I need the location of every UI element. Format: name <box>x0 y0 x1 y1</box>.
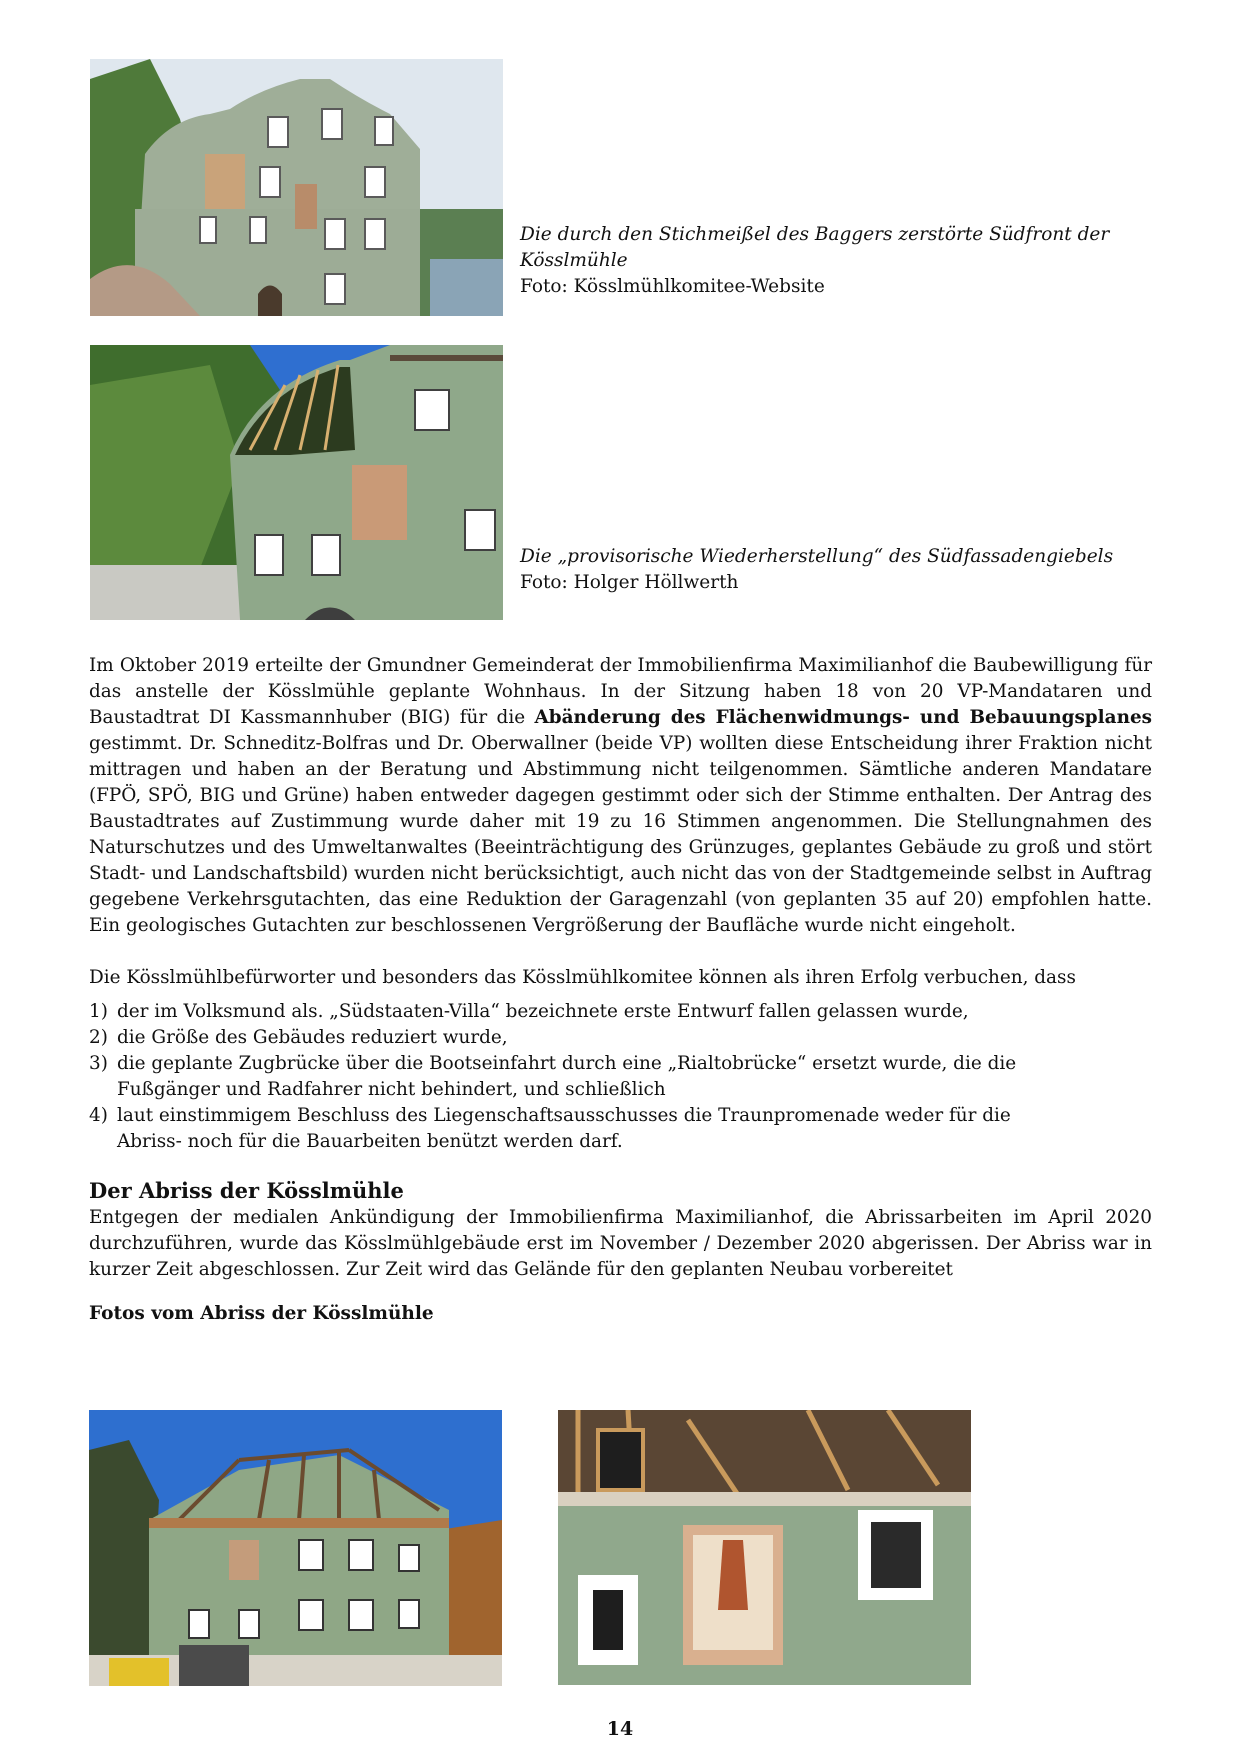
caption-text: Die durch den Stichmeißel des Baggers zerstörte Südfront der Kösslmühle <box>520 224 1110 271</box>
caption-text: Die „provisorische Wiederherstellung“ des Südfassadengiebels <box>520 546 1114 567</box>
photo-demolition-roof <box>89 1410 502 1686</box>
list-item <box>89 1025 1152 1051</box>
caption-credit: Foto: Holger Höllwerth <box>520 572 739 593</box>
paragraph-bold-text: Abänderung des Flächenwidmungs- und Bebauungsplanes <box>534 707 1152 728</box>
list-number: 3) <box>89 1053 108 1074</box>
paragraph-demolition: Entgegen der medialen Ankündigung der Immobilienfirma Maximilianhof, die Abrissarbeiten im April 2020 durchzuführen, wurde das Kösslmühlgebäude erst im November / Dezember 2020 abgerissen. Der Abriss war in kurzer Zeit abgeschlossen. Zur Zeit wird das Gelände für den geplanten Neubau vorbereitet <box>89 1207 1152 1280</box>
caption-credit: Foto: Kösslmühlkomitee-Website <box>520 276 825 297</box>
main-text <box>89 653 1152 1327</box>
list-text: die geplante Zugbrücke über die Bootseinfahrt durch eine „Rialtobrücke“ ersetzt wurde, die die Fußgänger und Radfahrer nicht behindert, und schließlich <box>117 1053 1017 1100</box>
paragraph-council-decision <box>89 653 1152 939</box>
page-number: 14 <box>606 1718 634 1740</box>
list-number: 2) <box>89 1027 108 1048</box>
success-list <box>89 999 1152 1155</box>
list-item <box>89 999 1152 1025</box>
paragraph-text: Im Oktober 2019 erteilte der Gmundner Gemeinderat der Immobilienfirma Maximilianhof die Baubewilligung für das anstelle der Kösslmühle geplante Wohnhaus. In der Sitzung haben 18 von 20 VP-Mandataren und Baustadtrat DI Kassmannhuber (BIG) für die <box>89 655 1152 728</box>
list-number: 1) <box>89 1001 108 1022</box>
photos-subheading: Fotos vom Abriss der Kösslmühle <box>89 1303 434 1324</box>
list-item <box>89 1051 1152 1103</box>
photo-sundial-detail <box>558 1410 971 1685</box>
list-item <box>89 1103 1152 1155</box>
photo-caption-1 <box>520 222 1160 300</box>
photo-provisional-gable <box>90 345 503 620</box>
list-number: 4) <box>89 1105 108 1126</box>
list-text: die Größe des Gebäudes reduziert wurde, <box>117 1027 508 1048</box>
list-text: der im Volksmund als. „Südstaaten-Villa“ bezeichnete erste Entwurf fallen gelassen wurde, <box>117 1001 969 1022</box>
photo-damaged-south-front <box>90 59 503 316</box>
section-heading: Der Abriss der Kösslmühle <box>89 1178 404 1203</box>
paragraph-text: gestimmt. Dr. Schneditz-Bolfras und Dr. Oberwallner (beide VP) wollten diese Entscheidung ihrer Fraktion nicht mittragen und haben an der Beratung und Abstimmung nicht teilgenommen. Sämtliche anderen Mandatare (FPÖ, SPÖ, BIG und Grüne) haben entweder dagegen gestimmt oder sich der Stimme enthalten. Der Antrag des Baustadtrates auf Zustimmung wurde daher mit 19 zu 16 Stimmen angenommen. Die Stellungnahmen des Naturschutzes und des Umweltanwaltes (Beeinträchtigung des Grünzuges, geplantes Gebäude zu groß und stört Stadt- und Landschaftsbild) wurden nicht berücksichtigt, auch nicht das von der Stadtgemeinde selbst in Auftrag gegebene Verkehrsgutachten, das eine Reduktion der Garagenzahl (von geplanten 35 auf 20) empfohlen hatte. Ein geologisches Gutachten zur beschlossenen Vergrößerung der Baufläche wurde nicht eingeholt. <box>89 733 1152 936</box>
paragraph-success: Die Kösslmühlbefürworter und besonders das Kösslmühlkomitee können als ihren Erfolg verbuchen, dass <box>89 967 1076 988</box>
photo-caption-2 <box>520 544 1160 596</box>
list-text: laut einstimmigem Beschluss des Liegenschaftsausschusses die Traunpromenade weder für die Abriss- noch für die Bauarbeiten benützt werden darf. <box>117 1105 1011 1152</box>
